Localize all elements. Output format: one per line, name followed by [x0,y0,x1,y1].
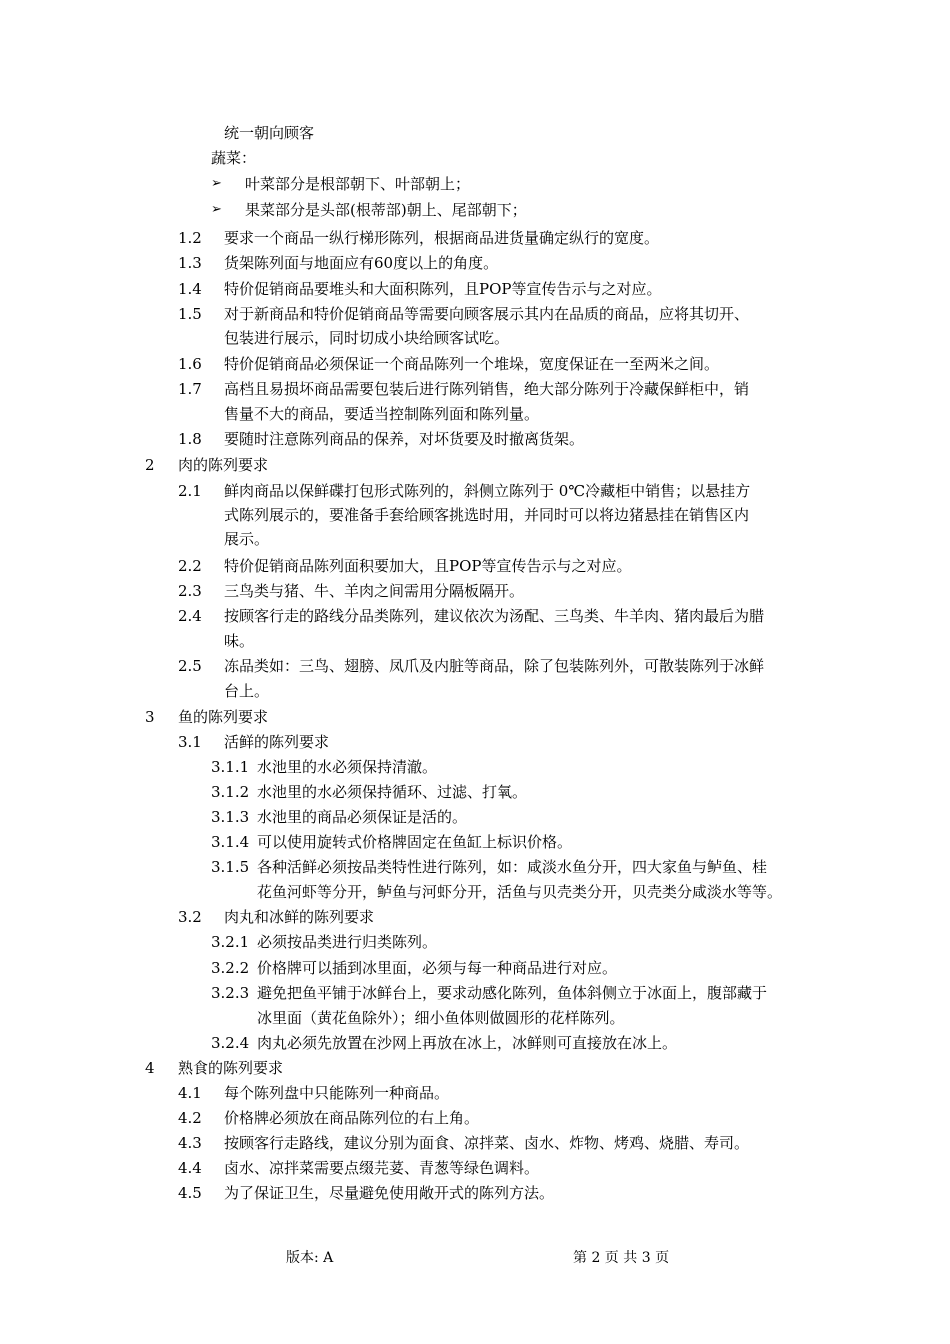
item-number: 4.1 [178,1084,202,1102]
item-number: 3.2.1 [211,933,250,951]
bullet-item: 叶菜部分是根部朝下、叶部朝上； [245,175,471,193]
item-text: 按顾客行走的路线分品类陈列，建议依次为汤配、三鸟类、牛羊肉、猪肉最后为腊 [224,607,765,625]
item-text: 各种活鲜必须按品类特性进行陈列，如：咸淡水鱼分开，四大家鱼与鲈鱼、桂 [257,858,768,876]
item-number: 4.5 [178,1184,202,1202]
item-text: 特价促销商品必须保证一个商品陈列一个堆垛，宽度保证在一至两米之间。 [224,355,720,373]
section-title: 肉的陈列要求 [178,456,269,474]
bullet-item: 果菜部分是头部(根蒂部)朝上、尾部朝下； [245,201,527,219]
item-number: 3.1.4 [211,833,250,851]
item-text: 水池里的水必须保持循环、过滤、打氧。 [257,783,528,801]
item-text: 可以使用旋转式价格牌固定在鱼缸上标识价格。 [257,833,573,851]
item-number: 4.3 [178,1134,202,1152]
item-number: 1.4 [178,280,202,298]
bullet-arrow-icon: ➢ [211,176,222,191]
item-text: 冻品类如：三鸟、翅膀、凤爪及内脏等商品，除了包装陈列外，可散装陈列于冰鲜 [224,657,765,675]
item-text: 价格牌可以插到冰里面，必须与每一种商品进行对应。 [257,959,618,977]
item-text: 高档且易损坏商品需要包装后进行陈列销售，绝大部分陈列于冷藏保鲜柜中，销 [224,380,750,398]
item-text: 鲜肉商品以保鲜碟打包形式陈列的，斜侧立陈列于 0℃冷藏柜中销售；以悬挂方 [224,482,751,500]
item-number: 2.4 [178,607,202,625]
subsection-number: 3.2 [178,908,202,926]
item-number: 1.5 [178,305,202,323]
footer-page-number: 第 2 页 共 3 页 [573,1250,670,1266]
item-text: 特价促销商品陈列面积要加大，且POP等宣传告示与之对应。 [224,557,632,575]
item-number: 1.7 [178,380,202,398]
item-text: 台上。 [224,682,270,700]
item-text: 每个陈列盘中只能陈列一种商品。 [224,1084,450,1102]
item-text: 要求一个商品一纵行梯形陈列，根据商品进货量确定纵行的宽度。 [224,229,660,247]
section-title: 鱼的陈列要求 [178,708,269,726]
section-number: 4 [145,1059,155,1077]
item-number: 3.1.2 [211,783,250,801]
item-number: 3.2.3 [211,984,250,1002]
bullet-arrow-icon: ➢ [211,202,222,217]
subsection-number: 3.1 [178,733,202,751]
section-title: 熟食的陈列要求 [178,1059,284,1077]
item-text: 避免把鱼平铺于冰鲜台上，要求动感化陈列，鱼体斜侧立于冰面上，腹部藏于 [257,984,768,1002]
section-number: 2 [145,456,155,474]
item-text: 花鱼河虾等分开，鲈鱼与河虾分开，活鱼与贝壳类分开，贝壳类分咸淡水等等。 [257,883,783,901]
item-number: 2.3 [178,582,202,600]
item-text: 式陈列展示的，要准备手套给顾客挑选时用，并同时可以将边猪悬挂在销售区内 [224,506,750,524]
item-number: 3.1.3 [211,808,250,826]
item-number: 2.1 [178,482,202,500]
footer-version: 版本: A [286,1250,334,1266]
item-number: 1.2 [178,229,202,247]
item-text: 卤水、凉拌菜需要点缀芫荽、青葱等绿色调料。 [224,1159,540,1177]
item-number: 1.8 [178,430,202,448]
item-number: 4.2 [178,1109,202,1127]
section-number: 3 [145,708,155,726]
item-number: 4.4 [178,1159,202,1177]
item-number: 2.5 [178,657,202,675]
item-text: 三鸟类与猪、牛、羊肉之间需用分隔板隔开。 [224,582,525,600]
item-number: 3.1.5 [211,858,250,876]
item-text: 特价促销商品要堆头和大面积陈列，且POP等宣传告示与之对应。 [224,280,662,298]
item-text: 按顾客行走路线，建议分别为面食、凉拌菜、卤水、炸物、烤鸡、烧腊、寿司。 [224,1134,750,1152]
veg-label: 蔬菜： [211,149,257,167]
item-text: 水池里的商品必须保证是活的。 [257,808,468,826]
intro-line: 统一朝向顾客 [224,124,315,142]
item-text: 为了保证卫生，尽量避免使用敞开式的陈列方法。 [224,1184,555,1202]
item-text: 必须按品类进行归类陈列。 [257,933,438,951]
item-text: 肉丸必须先放置在沙网上再放在冰上，冰鲜则可直接放在冰上。 [257,1034,678,1052]
subsection-title: 活鲜的陈列要求 [224,733,330,751]
item-number: 2.2 [178,557,202,575]
item-number: 3.2.2 [211,959,250,977]
item-text: 展示。 [224,530,270,548]
item-text: 货架陈列面与地面应有60度以上的角度。 [224,254,499,272]
item-text: 味。 [224,632,255,650]
item-text: 冰里面（黄花鱼除外）；细小鱼体则做圆形的花样陈列。 [257,1009,625,1027]
item-number: 1.6 [178,355,202,373]
item-text: 对于新商品和特价促销商品等需要向顾客展示其内在品质的商品，应将其切开、 [224,305,750,323]
item-number: 3.1.1 [211,758,250,776]
item-text: 价格牌必须放在商品陈列位的右上角。 [224,1109,480,1127]
item-text: 包装进行展示，同时切成小块给顾客试吃。 [224,329,510,347]
item-number: 3.2.4 [211,1034,250,1052]
item-number: 1.3 [178,254,202,272]
item-text: 售量不大的商品，要适当控制陈列面和陈列量。 [224,405,540,423]
item-text: 要随时注意陈列商品的保养，对坏货要及时撤离货架。 [224,430,585,448]
subsection-title: 肉丸和冰鲜的陈列要求 [224,908,375,926]
item-text: 水池里的水必须保持清澈。 [257,758,438,776]
